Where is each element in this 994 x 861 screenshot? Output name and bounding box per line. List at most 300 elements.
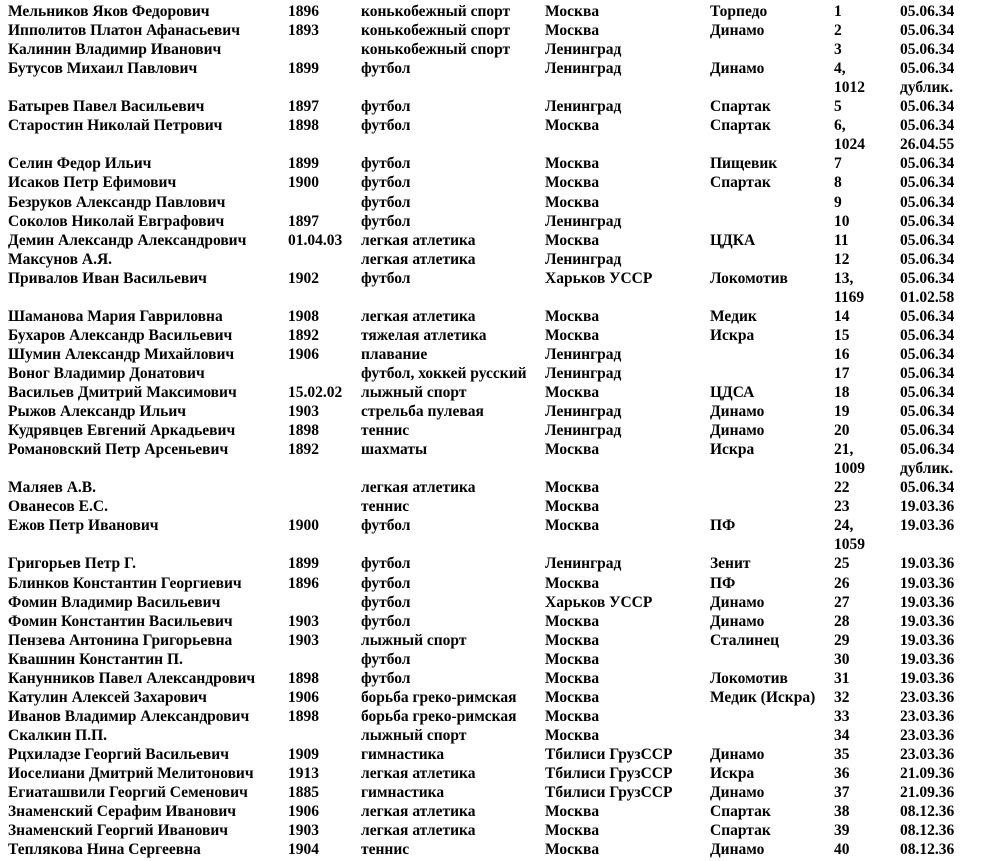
cell-name: Блинков Константин Георгиевич bbox=[8, 574, 242, 592]
cell-num: 24, bbox=[834, 517, 854, 535]
cell-name: Рыжов Александр Ильич bbox=[8, 403, 187, 421]
cell-sport: борьба греко-римская bbox=[361, 688, 517, 706]
cell-city: Москва bbox=[545, 174, 600, 192]
cell-city: Москва bbox=[545, 650, 600, 668]
cell-sport: конькобежный спорт bbox=[361, 3, 511, 20]
cell-sport: конькобежный спорт bbox=[361, 22, 511, 40]
cell-name: Маляев А.В. bbox=[8, 479, 97, 497]
table-row bbox=[0, 459, 994, 478]
cell-date: дублик. bbox=[900, 460, 954, 478]
cell-num: 7 bbox=[834, 155, 842, 173]
cell-sport: теннис bbox=[361, 422, 410, 440]
cell-date: 05.06.34 bbox=[900, 269, 955, 287]
cell-sport: стрельба пулевая bbox=[361, 403, 484, 421]
table-row bbox=[0, 840, 994, 859]
table-row bbox=[0, 402, 994, 421]
cell-num: 18 bbox=[834, 384, 850, 401]
cell-num: 28 bbox=[834, 612, 850, 630]
cell-club: Пищевик bbox=[710, 155, 778, 173]
cell-date: 19.03.36 bbox=[900, 612, 955, 630]
table-row bbox=[0, 288, 994, 307]
table-row bbox=[0, 688, 994, 707]
cell-city: Москва bbox=[545, 479, 600, 497]
cell-num: 11 bbox=[834, 231, 849, 249]
cell-year: 1896 bbox=[288, 3, 319, 20]
cell-name: Знаменский Георгий Иванович bbox=[8, 822, 228, 840]
cell-date: 05.06.34 bbox=[900, 155, 955, 173]
cell-year: 01.04.03 bbox=[288, 231, 343, 249]
cell-name: Безруков Александр Павлович bbox=[8, 193, 226, 211]
cell-club: Сталинец bbox=[710, 631, 780, 649]
cell-num: 36 bbox=[834, 765, 850, 782]
cell-sport: гимнастика bbox=[361, 745, 445, 763]
table-row bbox=[0, 440, 994, 459]
table-row bbox=[0, 307, 994, 326]
cell-year: 1913 bbox=[288, 765, 319, 782]
cell-city: Москва bbox=[545, 384, 600, 401]
cell-date: 05.06.34 bbox=[900, 441, 955, 459]
cell-date: 19.03.36 bbox=[900, 593, 955, 611]
cell-club: Медик bbox=[710, 307, 757, 325]
cell-name: Васильев Дмитрий Максимович bbox=[8, 384, 237, 401]
cell-num: 23 bbox=[834, 498, 850, 516]
cell-club: Динамо bbox=[710, 60, 765, 78]
table-row bbox=[0, 593, 994, 612]
table-row bbox=[0, 250, 994, 269]
cell-sport: футбол bbox=[361, 650, 411, 668]
cell-name: Катулин Алексей Захарович bbox=[8, 688, 207, 706]
table-row bbox=[0, 726, 994, 745]
cell-city: Ленинград bbox=[545, 250, 622, 268]
cell-club: ПФ bbox=[710, 574, 736, 592]
cell-num: 25 bbox=[834, 555, 850, 573]
table-row bbox=[0, 59, 994, 78]
cell-num: 29 bbox=[834, 631, 850, 649]
cell-sport: легкая атлетика bbox=[361, 250, 476, 268]
cell-num: 21, bbox=[834, 441, 854, 459]
cell-city: Ленинград bbox=[545, 364, 622, 382]
table-row bbox=[0, 612, 994, 631]
cell-date: 05.06.34 bbox=[900, 364, 955, 382]
cell-club: Динамо bbox=[710, 422, 765, 440]
cell-sport: футбол bbox=[361, 574, 411, 592]
table-row bbox=[0, 326, 994, 345]
cell-name: Демин Александр Александрович bbox=[8, 231, 247, 249]
cell-year: 1906 bbox=[288, 803, 319, 821]
cell-name: Воног Владимир Донатович bbox=[8, 364, 205, 382]
cell-name: Исаков Петр Ефимович bbox=[8, 174, 177, 192]
cell-club: Спартак bbox=[710, 822, 771, 840]
cell-date: 19.03.36 bbox=[900, 574, 955, 592]
cell-date: 19.03.36 bbox=[900, 555, 955, 573]
table-row bbox=[0, 821, 994, 840]
cell-year: 1906 bbox=[288, 688, 319, 706]
cell-date: 08.12.36 bbox=[900, 822, 955, 840]
cell-num: 12 bbox=[834, 250, 850, 268]
table-row bbox=[0, 135, 994, 154]
table-row bbox=[0, 40, 994, 59]
cell-year: 1903 bbox=[288, 403, 319, 421]
cell-num: 40 bbox=[834, 841, 850, 859]
cell-city: Москва bbox=[545, 631, 600, 649]
table-row bbox=[0, 745, 994, 764]
cell-city: Москва bbox=[545, 22, 600, 40]
table-row bbox=[0, 478, 994, 497]
cell-city: Москва bbox=[545, 669, 600, 687]
cell-club: Динамо bbox=[710, 593, 765, 611]
cell-city: Харьков УССР bbox=[545, 593, 653, 611]
cell-date: 23.03.36 bbox=[900, 745, 955, 763]
cell-year: 1903 bbox=[288, 822, 319, 840]
cell-city: Ленинград bbox=[545, 60, 622, 78]
cell-name: Соколов Николай Евграфович bbox=[8, 212, 225, 230]
cell-date: 05.06.34 bbox=[900, 193, 955, 211]
table-row bbox=[0, 554, 994, 573]
cell-city: Тбилиси ГрузССР bbox=[545, 745, 673, 763]
cell-name: Бухаров Александр Васильевич bbox=[8, 326, 233, 344]
cell-city: Москва bbox=[545, 841, 600, 859]
cell-sport: легкая атлетика bbox=[361, 765, 476, 782]
cell-name: Ованесов Е.С. bbox=[8, 498, 108, 516]
cell-date: 08.12.36 bbox=[900, 803, 955, 821]
cell-name: Квашнин Константин П. bbox=[8, 650, 183, 668]
cell-num: 6, bbox=[834, 117, 846, 135]
cell-name: Пензева Антонина Григорьевна bbox=[8, 631, 233, 649]
cell-num: 13, bbox=[834, 269, 854, 287]
cell-num: 1009 bbox=[834, 460, 865, 478]
table-row bbox=[0, 421, 994, 440]
cell-name: Егиаташвили Георгий Семенович bbox=[8, 784, 248, 802]
cell-num: 19 bbox=[834, 403, 850, 421]
cell-sport: гимнастика bbox=[361, 784, 445, 802]
cell-year: 1897 bbox=[288, 212, 319, 230]
cell-name: Шумин Александр Михайлович bbox=[8, 345, 235, 363]
cell-num: 1024 bbox=[834, 136, 865, 154]
cell-date: 19.03.36 bbox=[900, 631, 955, 649]
cell-city: Москва bbox=[545, 688, 600, 706]
cell-num: 38 bbox=[834, 803, 850, 821]
cell-date: 05.06.34 bbox=[900, 174, 955, 192]
cell-date: 19.03.36 bbox=[900, 517, 955, 535]
cell-sport: футбол bbox=[361, 669, 411, 687]
cell-club: Динамо bbox=[710, 612, 765, 630]
cell-name: Ипполитов Платон Афанасьевич bbox=[8, 22, 240, 40]
cell-date: 05.06.34 bbox=[900, 22, 955, 40]
cell-num: 30 bbox=[834, 650, 850, 668]
cell-date: 05.06.34 bbox=[900, 41, 955, 59]
cell-year: 1900 bbox=[288, 174, 319, 192]
cell-name: Кудрявцев Евгений Аркадьевич bbox=[8, 422, 236, 440]
cell-city: Тбилиси ГрузССР bbox=[545, 765, 673, 782]
cell-club: ЦДКА bbox=[710, 231, 756, 249]
cell-name: Канунников Павел Александрович bbox=[8, 669, 256, 687]
cell-num: 16 bbox=[834, 345, 850, 363]
cell-year: 1903 bbox=[288, 612, 319, 630]
cell-num: 39 bbox=[834, 822, 850, 840]
cell-num: 26 bbox=[834, 574, 850, 592]
cell-sport: плавание bbox=[361, 345, 428, 363]
cell-sport: футбол, хоккей русский bbox=[361, 364, 527, 382]
cell-sport: футбол bbox=[361, 269, 411, 287]
cell-year: 1900 bbox=[288, 517, 319, 535]
table-row bbox=[0, 764, 994, 783]
cell-date: 05.06.34 bbox=[900, 479, 955, 497]
cell-date: 23.03.36 bbox=[900, 688, 955, 706]
cell-name: Григорьев Петр Г. bbox=[8, 555, 137, 573]
cell-city: Ленинград bbox=[545, 98, 622, 116]
cell-year: 1898 bbox=[288, 707, 319, 725]
cell-city: Москва bbox=[545, 193, 600, 211]
cell-city: Москва bbox=[545, 612, 600, 630]
cell-name: Теплякова Нина Сергеевна bbox=[8, 841, 201, 859]
cell-sport: легкая атлетика bbox=[361, 307, 476, 325]
table-row bbox=[0, 669, 994, 688]
table-row bbox=[0, 269, 994, 288]
cell-year: 1885 bbox=[288, 784, 319, 802]
cell-club: Искра bbox=[710, 765, 755, 782]
cell-city: Москва bbox=[545, 231, 600, 249]
cell-date: 19.03.36 bbox=[900, 650, 955, 668]
cell-num: 35 bbox=[834, 745, 850, 763]
cell-city: Москва bbox=[545, 3, 600, 20]
cell-city: Москва bbox=[545, 498, 600, 516]
cell-num: 10 bbox=[834, 212, 850, 230]
cell-club: Локомотив bbox=[710, 269, 788, 287]
cell-date: 05.06.34 bbox=[900, 231, 955, 249]
table-row bbox=[0, 97, 994, 116]
cell-name: Мельников Яков Федорович bbox=[8, 3, 210, 20]
cell-year: 1909 bbox=[288, 745, 319, 763]
cell-date: 01.02.58 bbox=[900, 288, 955, 306]
cell-city: Москва bbox=[545, 155, 600, 173]
cell-name: Знаменский Серафим Иванович bbox=[8, 803, 237, 821]
table-row bbox=[0, 364, 994, 383]
cell-date: 23.03.36 bbox=[900, 726, 955, 744]
cell-sport: футбол bbox=[361, 193, 411, 211]
cell-num: 1012 bbox=[834, 79, 865, 97]
cell-year: 1902 bbox=[288, 269, 319, 287]
table-row bbox=[0, 516, 994, 535]
cell-num: 34 bbox=[834, 726, 850, 744]
cell-name: Максунов А.Я. bbox=[8, 250, 113, 268]
cell-sport: лыжный спорт bbox=[361, 384, 467, 401]
cell-city: Харьков УССР bbox=[545, 269, 653, 287]
cell-year: 1899 bbox=[288, 60, 319, 78]
cell-year: 1898 bbox=[288, 422, 319, 440]
cell-num: 2 bbox=[834, 22, 842, 40]
cell-name: Скалкин П.П. bbox=[8, 726, 108, 744]
table-row bbox=[0, 707, 994, 726]
cell-name: Фомин Владимир Васильевич bbox=[8, 593, 221, 611]
cell-date: 19.03.36 bbox=[900, 669, 955, 687]
cell-num: 37 bbox=[834, 784, 850, 802]
cell-sport: лыжный спорт bbox=[361, 726, 467, 744]
cell-date: 05.06.34 bbox=[900, 117, 955, 135]
table-row bbox=[0, 345, 994, 364]
cell-city: Ленинград bbox=[545, 403, 622, 421]
cell-num: 3 bbox=[834, 41, 842, 59]
cell-city: Москва bbox=[545, 326, 600, 344]
cell-city: Москва bbox=[545, 803, 600, 821]
cell-city: Москва bbox=[545, 441, 600, 459]
cell-name: Фомин Константин Васильевич bbox=[8, 612, 233, 630]
cell-club: Медик (Искра) bbox=[710, 688, 816, 706]
table-row bbox=[0, 116, 994, 135]
cell-name: Рцхиладзе Георгий Васильевич bbox=[8, 745, 229, 763]
cell-name: Калинин Владимир Иванович bbox=[8, 41, 222, 59]
cell-sport: футбол bbox=[361, 612, 411, 630]
cell-year: 1906 bbox=[288, 345, 319, 363]
cell-num: 33 bbox=[834, 707, 850, 725]
cell-club: Зенит bbox=[710, 555, 751, 573]
cell-year: 1897 bbox=[288, 98, 319, 116]
table-row bbox=[0, 497, 994, 516]
cell-sport: футбол bbox=[361, 174, 411, 192]
cell-city: Тбилиси ГрузССР bbox=[545, 784, 673, 802]
cell-date: 21.09.36 bbox=[900, 765, 955, 782]
cell-club: Искра bbox=[710, 326, 755, 344]
cell-num: 1 bbox=[834, 3, 842, 20]
table-row bbox=[0, 650, 994, 669]
table-row bbox=[0, 383, 994, 402]
table-row bbox=[0, 21, 994, 40]
cell-club: ЦДСА bbox=[710, 384, 755, 401]
cell-club: Динамо bbox=[710, 745, 765, 763]
table-row bbox=[0, 802, 994, 821]
cell-sport: футбол bbox=[361, 555, 411, 573]
cell-city: Ленинград bbox=[545, 41, 622, 59]
cell-city: Ленинград bbox=[545, 212, 622, 230]
cell-sport: футбол bbox=[361, 155, 411, 173]
cell-date: 05.06.34 bbox=[900, 384, 955, 401]
cell-num: 17 bbox=[834, 364, 850, 382]
cell-sport: футбол bbox=[361, 212, 411, 230]
cell-num: 9 bbox=[834, 193, 842, 211]
cell-sport: лыжный спорт bbox=[361, 631, 467, 649]
cell-sport: теннис bbox=[361, 841, 410, 859]
cell-city: Москва bbox=[545, 707, 600, 725]
cell-year: 1903 bbox=[288, 631, 319, 649]
cell-num: 32 bbox=[834, 688, 850, 706]
cell-city: Ленинград bbox=[545, 345, 622, 363]
cell-sport: легкая атлетика bbox=[361, 231, 476, 249]
cell-club: Динамо bbox=[710, 403, 765, 421]
cell-year: 1893 bbox=[288, 22, 319, 40]
table-row bbox=[0, 783, 994, 802]
cell-date: 05.06.34 bbox=[900, 60, 955, 78]
cell-date: 05.06.34 bbox=[900, 422, 955, 440]
cell-name: Шаманова Мария Гавриловна bbox=[8, 307, 223, 325]
cell-date: дублик. bbox=[900, 79, 954, 97]
cell-sport: теннис bbox=[361, 498, 410, 516]
cell-num: 14 bbox=[834, 307, 850, 325]
cell-sport: футбол bbox=[361, 98, 411, 116]
cell-num: 15 bbox=[834, 326, 850, 344]
cell-num: 22 bbox=[834, 479, 850, 497]
cell-name: Иванов Владимир Александрович bbox=[8, 707, 250, 725]
cell-sport: конькобежный спорт bbox=[361, 41, 511, 59]
cell-date: 05.06.34 bbox=[900, 345, 955, 363]
cell-sport: легкая атлетика bbox=[361, 822, 476, 840]
cell-date: 05.06.34 bbox=[900, 212, 955, 230]
cell-city: Москва bbox=[545, 117, 600, 135]
cell-name: Батырев Павел Васильевич bbox=[8, 98, 205, 116]
cell-club: Торпедо bbox=[710, 3, 768, 20]
cell-year: 1892 bbox=[288, 326, 319, 344]
cell-date: 05.06.34 bbox=[900, 98, 955, 116]
table-row bbox=[0, 631, 994, 650]
table-row bbox=[0, 173, 994, 192]
cell-sport: борьба греко-римская bbox=[361, 707, 517, 725]
cell-year: 1899 bbox=[288, 555, 319, 573]
cell-club: Локомотив bbox=[710, 669, 788, 687]
cell-sport: футбол bbox=[361, 117, 411, 135]
cell-club: Динамо bbox=[710, 784, 765, 802]
cell-city: Москва bbox=[545, 307, 600, 325]
cell-name: Иоселиани Дмитрий Мелитонович bbox=[8, 765, 254, 782]
cell-year: 1892 bbox=[288, 441, 319, 459]
cell-date: 05.06.34 bbox=[900, 3, 955, 20]
cell-club: Динамо bbox=[710, 841, 765, 859]
cell-year: 15.02.02 bbox=[288, 384, 343, 401]
cell-name: Привалов Иван Васильевич bbox=[8, 269, 207, 287]
cell-date: 21.09.36 bbox=[900, 784, 955, 802]
table-row bbox=[0, 231, 994, 250]
cell-num: 27 bbox=[834, 593, 850, 611]
cell-name: Старостин Николай Петрович bbox=[8, 117, 223, 135]
cell-name: Романовский Петр Арсеньевич bbox=[8, 441, 229, 459]
cell-date: 05.06.34 bbox=[900, 326, 955, 344]
cell-year: 1908 bbox=[288, 307, 319, 325]
cell-num: 4, bbox=[834, 60, 846, 78]
cell-num: 20 bbox=[834, 422, 850, 440]
cell-club: Искра bbox=[710, 441, 755, 459]
cell-city: Москва bbox=[545, 574, 600, 592]
cell-club: Спартак bbox=[710, 98, 771, 116]
cell-year: 1904 bbox=[288, 841, 319, 859]
table-row bbox=[0, 154, 994, 173]
cell-date: 05.06.34 bbox=[900, 307, 955, 325]
table-row bbox=[0, 2, 994, 21]
cell-date: 08.12.36 bbox=[900, 841, 955, 859]
cell-club: Спартак bbox=[710, 117, 771, 135]
cell-date: 05.06.34 bbox=[900, 250, 955, 268]
cell-num: 5 bbox=[834, 98, 842, 116]
cell-num: 8 bbox=[834, 174, 842, 192]
cell-year: 1899 bbox=[288, 155, 319, 173]
cell-sport: тяжелая атлетика bbox=[361, 326, 487, 344]
cell-year: 1896 bbox=[288, 574, 319, 592]
cell-sport: футбол bbox=[361, 60, 411, 78]
table-row bbox=[0, 193, 994, 212]
cell-num: 1169 bbox=[834, 288, 865, 306]
cell-sport: футбол bbox=[361, 517, 411, 535]
cell-name: Ежов Петр Иванович bbox=[8, 517, 159, 535]
cell-city: Ленинград bbox=[545, 422, 622, 440]
table-row bbox=[0, 212, 994, 231]
cell-sport: футбол bbox=[361, 593, 411, 611]
cell-sport: шахматы bbox=[361, 441, 428, 459]
cell-year: 1898 bbox=[288, 669, 319, 687]
cell-sport: легкая атлетика bbox=[361, 479, 476, 497]
cell-num: 1059 bbox=[834, 536, 865, 554]
cell-date: 19.03.36 bbox=[900, 498, 955, 516]
cell-date: 23.03.36 bbox=[900, 707, 955, 725]
table-row bbox=[0, 574, 994, 593]
cell-sport: легкая атлетика bbox=[361, 803, 476, 821]
cell-city: Ленинград bbox=[545, 555, 622, 573]
cell-name: Бутусов Михаил Павлович bbox=[8, 60, 198, 78]
